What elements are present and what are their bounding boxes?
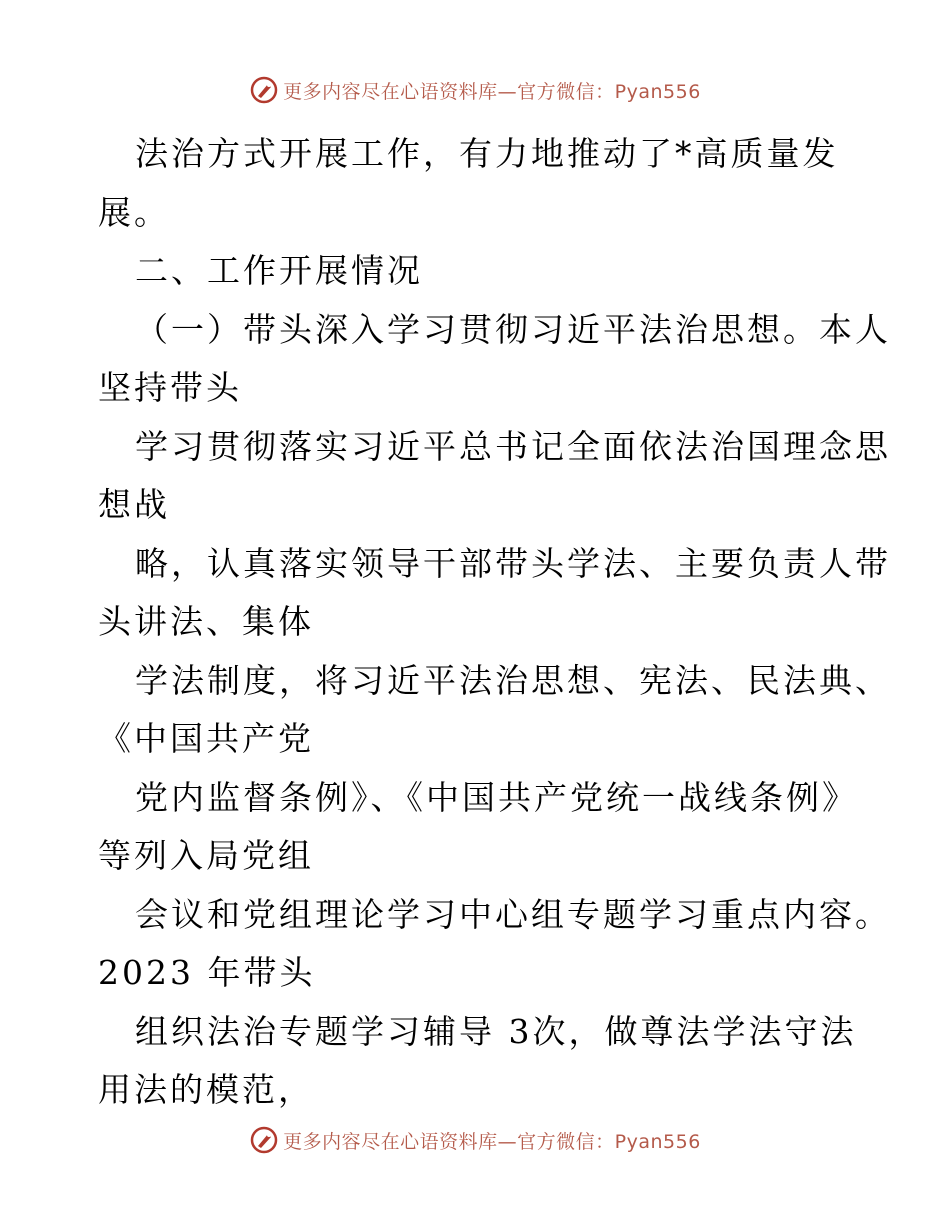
header-banner-text: 更多内容尽在心语资料库—官方微信：Pyan556 [283,80,701,103]
text-line: 《中国共产党 [98,719,314,758]
pen-nib-seal-icon [249,1125,279,1155]
text-line: 想战 [98,485,170,524]
text-line: 2023 年带头 [98,953,316,992]
text-line: 略，认真落实领导干部带头学法、主要负责人带 [135,543,891,583]
text-line: 法治方式开展工作，有力地推动了*高质量发 [135,134,839,173]
footer-banner-text: 更多内容尽在心语资料库—官方微信：Pyan556 [283,1130,701,1153]
text-line: 展。 [98,192,170,232]
text-line: 头讲法、集体 [98,602,314,641]
section-heading: 二、工作开展情况 [135,251,423,290]
subsection-heading: （一）带头深入学习贯彻习近平法治思想。本人 [135,309,891,349]
text-line: 组织法治专题学习辅导 3次，做尊法学法守法 [135,1011,857,1051]
text-line: 学法制度，将习近平法治思想、宪法、民法典、 [135,660,891,700]
text-line: 用法的模范， [98,1070,314,1109]
footer-watermark-banner [0,1122,950,1158]
text-line: 会议和党组理论学习中心组专题学习重点内容。 [135,894,891,934]
text-line: 学习贯彻落实习近平总书记全面依法治国理念思 [135,426,891,466]
document-body [98,125,891,1120]
text-line: 党内监督条例》、《中国共产党统一战线条例》 [135,777,858,817]
header-watermark-banner [0,72,950,108]
pen-nib-seal-icon [249,75,279,105]
text-line: 等列入局党组 [98,836,314,875]
text-line: 坚持带头 [98,368,242,407]
